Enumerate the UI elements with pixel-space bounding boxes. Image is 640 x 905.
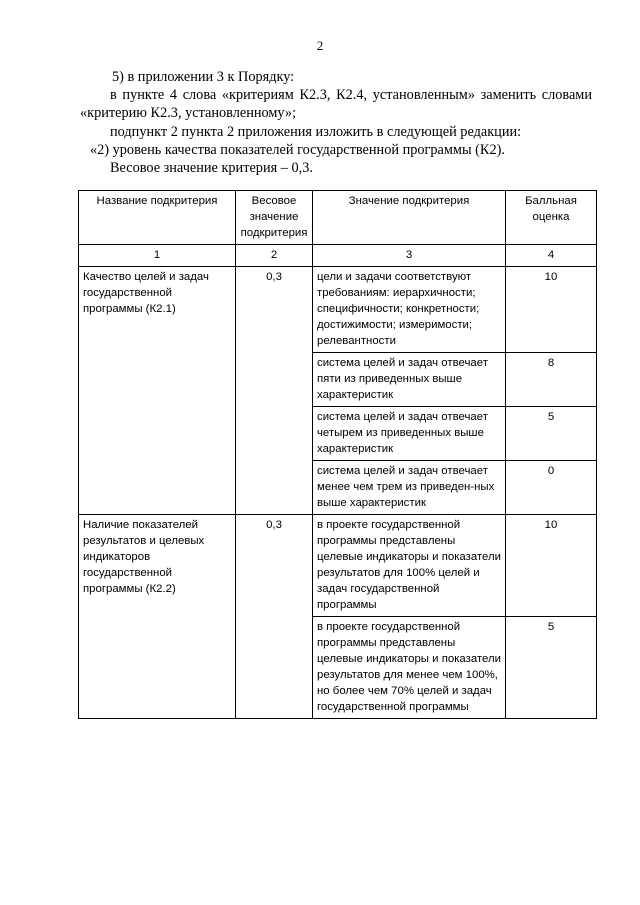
table-header-row: [79, 191, 597, 245]
subcriterion-value: система целей и задач отвечает четырем из приведенных выше характеристик: [313, 407, 506, 461]
body-text: [80, 68, 592, 177]
subcriterion-score: 5: [506, 407, 597, 461]
paragraph-criterion-title: «2) уровень качества показателей государственной программы (К2).: [90, 141, 505, 158]
subcriterion-score: 10: [506, 267, 597, 353]
paragraph-subclause: подпункт 2 пункта 2 приложения изложить в следующей редакции:: [110, 123, 522, 140]
table-row: [79, 515, 597, 617]
subcriterion-weight: 0,3: [236, 515, 313, 719]
column-number: 4: [506, 245, 597, 267]
subcriterion-name: Качество целей и задач государственной программы (К2.1): [79, 267, 236, 515]
header-subcriterion-weight: Весовое значение подкритерия: [236, 191, 313, 245]
criteria-table: [78, 190, 597, 719]
header-subcriterion-value: Значение подкритерия: [313, 191, 506, 245]
subcriterion-value: в проекте государственной программы представлены целевые индикаторы и показатели результатов для менее чем 100%, но более чем 70% целей и задач государственной программы: [313, 617, 506, 719]
table-column-numbers-row: [79, 245, 597, 267]
subcriterion-score: 8: [506, 353, 597, 407]
column-number: 3: [313, 245, 506, 267]
page-number: 2: [316, 38, 324, 53]
subcriterion-value: система целей и задач отвечает менее чем трем из приведен-ных выше характеристик: [313, 461, 506, 515]
column-number: 1: [79, 245, 236, 267]
header-subcriterion-name: Название подкритерия: [79, 191, 236, 245]
paragraph-replace-words: в пункте 4 слова «критериям К2.3, К2.4, установленным» заменить словами «критерию К2.3, установленному»;: [80, 87, 592, 122]
paragraph-item-5: 5) в приложении 3 к Порядку:: [112, 69, 295, 85]
subcriterion-score: 10: [506, 515, 597, 617]
column-number: 2: [236, 245, 313, 267]
subcriterion-name: Наличие показателей результатов и целевых индикаторов государственной программы (К2.2): [79, 515, 236, 719]
subcriterion-score: 0: [506, 461, 597, 515]
subcriterion-weight: 0,3: [236, 267, 313, 515]
header-score: Балльная оценка: [506, 191, 597, 245]
subcriterion-score: 5: [506, 617, 597, 719]
paragraph-criterion-weight: Весовое значение критерия – 0,3.: [110, 160, 313, 177]
subcriterion-value: система целей и задач отвечает пяти из приведенных выше характеристик: [313, 353, 506, 407]
subcriterion-value: в проекте государственной программы представлены целевые индикаторы и показатели результатов для 100% целей и задач государственной программы: [313, 515, 506, 617]
subcriterion-value: цели и задачи соответствуют требованиям: иерархичности; специфичности; конкретности; достижимости; измеримости; релевантности: [313, 267, 506, 353]
table-row: [79, 267, 597, 353]
